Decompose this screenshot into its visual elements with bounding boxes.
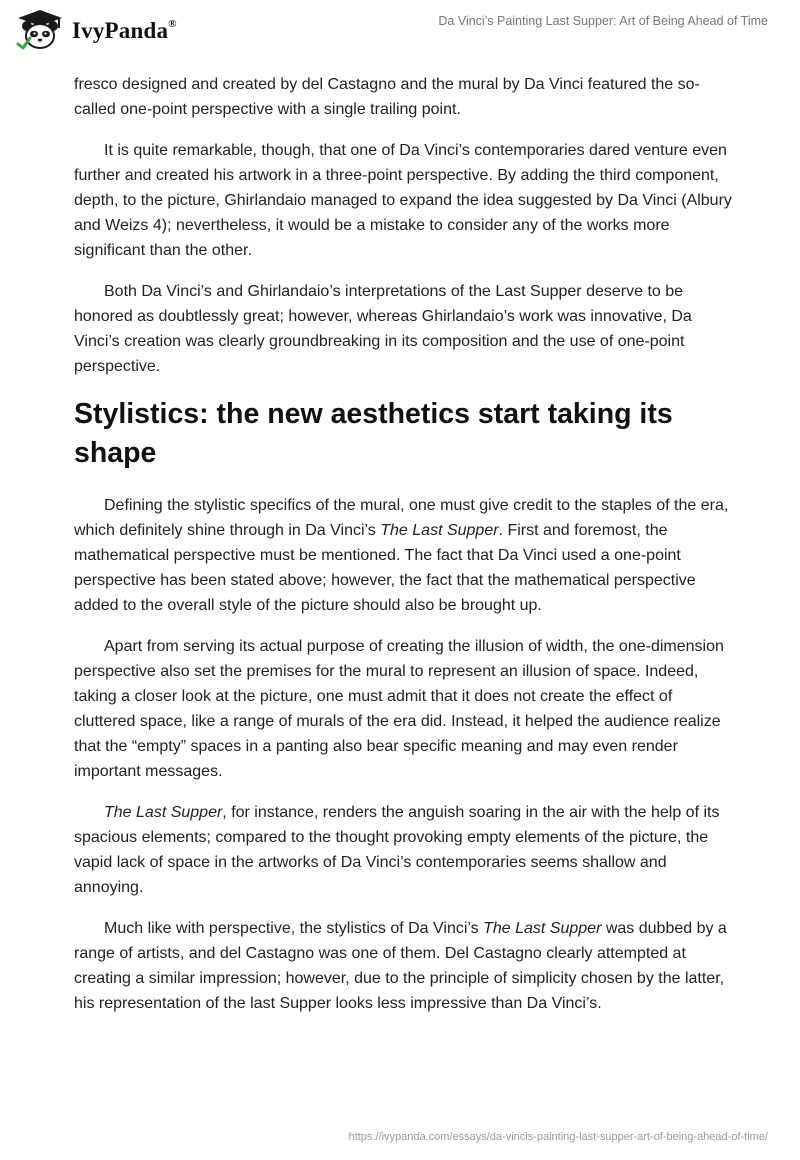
artwork-title: The Last Supper (104, 804, 223, 821)
artwork-title: The Last Supper (483, 920, 602, 937)
page-header (0, 0, 800, 70)
paragraph: Apart from serving its actual purpose of creating the illusion of width, the one-dimension perspective also set the premises for the mural to represent an illusion of space. Indeed, taking a closer look at the picture, one must admit that it does not create the effect of cluttered space, like a range of murals of the era did. Instead, it helped the audience realize that the “empty” spaces in a panting also bear specific meaning and may even render important messages. (74, 638, 724, 780)
paragraph: Both Da Vinci’s and Ghirlandaio’s interpretations of the Last Supper deserve to be honored as doubtlessly great; however, whereas Ghirlandaio’s work was innovative, Da Vinci’s creation was clearly groundbreaking in its composition and the use of one-point perspective. (74, 283, 692, 375)
paragraph: The Last Supper, for instance, renders the anguish soaring in the air with the help of its spacious elements; compared to the thought provoking empty elements of the picture, the vapid lack of space in the artworks of Da Vinci’s contemporaries seems shallow and annoying. (74, 804, 720, 896)
source-url[interactable]: https://ivypanda.com/essays/da-vincis-painting-last-supper-art-of-being-ahead-of-time/ (348, 1131, 768, 1143)
section-heading: Stylistics: the new aesthetics start taking its shape (74, 398, 673, 469)
paragraph: fresco designed and created by del Castagno and the mural by Da Vinci featured the so-called one-point perspective with a single trailing point. (74, 76, 700, 118)
document-title: Da Vinci’s Painting Last Supper: Art of Being Ahead of Time (438, 14, 768, 28)
brand-logo[interactable] (14, 8, 177, 52)
panda-graduate-icon (14, 8, 66, 52)
paragraph: Much like with perspective, the stylistics of Da Vinci’s The Last Supper was dubbed by a range of artists, and del Castagno was one of them. Del Castagno clearly attempted at creating a similar impression; however, due to the principle of simplicity chosen by the latter, his representation of the last Supper looks less impressive than Da Vinci’s. (74, 920, 727, 1012)
article-body (74, 70, 734, 1032)
artwork-title: The Last Supper (380, 522, 499, 539)
brand-name: IvyPanda® (72, 18, 177, 43)
paragraph: It is quite remarkable, though, that one of Da Vinci’s contemporaries dared venture even further and created his artwork in a three-point perspective. By adding the third component, depth, to the picture, Ghirlandaio managed to expand the idea suggested by Da Vinci (Albury and Weizs 4); nevertheless, it would be a mistake to consider any of the works more significant than the other. (74, 142, 732, 259)
paragraph: Defining the stylistic specifics of the mural, one must give credit to the staples of the era, which definitely shine through in Da Vinci’s The Last Supper. First and foremost, the mathematical perspective must be mentioned. The fact that Da Vinci used a one-point perspective has been stated above; however, the fact that the mathematical perspective added to the overall style of the picture should also be brought up. (74, 497, 729, 614)
